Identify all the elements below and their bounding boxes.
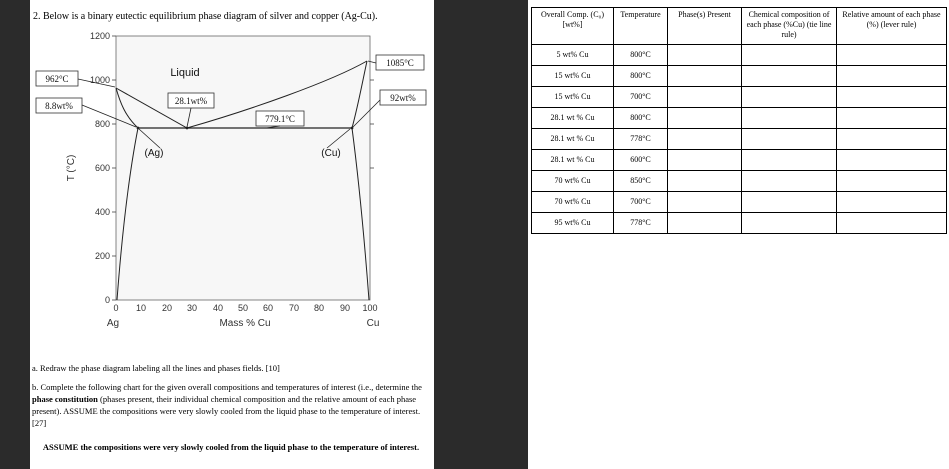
table-row: 95 wt% Cu 778°C [532, 213, 947, 234]
answer-cell[interactable] [742, 87, 837, 108]
answer-cell[interactable] [837, 192, 947, 213]
answer-cell[interactable] [668, 87, 742, 108]
annotation-28-1wt: 28.1wt% [174, 96, 208, 106]
answer-cell[interactable] [668, 45, 742, 66]
question-title: 2. Below is a binary eutectic equilibrium phase diagram of silver and copper (Ag-Cu). [33, 11, 378, 22]
x-tick-60: 60 [262, 303, 274, 313]
x-tick-100: 100 [362, 303, 378, 313]
table-row: 28.1 wt % Cu 800°C [532, 108, 947, 129]
annotation-779-1c: 779.1°C [265, 114, 295, 124]
answer-cell[interactable] [742, 66, 837, 87]
y-axis-label: T (°C) [66, 154, 77, 182]
header-temperature: Temperature [614, 8, 668, 45]
answer-cell[interactable] [742, 108, 837, 129]
table-row: 70 wt% Cu 700°C [532, 192, 947, 213]
answer-cell[interactable] [668, 171, 742, 192]
table-row: 15 wt% Cu 700°C [532, 87, 947, 108]
answer-cell[interactable] [668, 192, 742, 213]
y-tick-1200: 1200 [89, 31, 110, 41]
answer-cell[interactable] [837, 66, 947, 87]
y-tick-0: 0 [104, 295, 110, 305]
y-tick-400: 400 [94, 207, 110, 217]
answer-cell[interactable] [742, 192, 837, 213]
x-axis-label: Mass % Cu [219, 318, 271, 329]
answer-cell[interactable] [837, 87, 947, 108]
part-a-text: a. Redraw the phase diagram labeling all the lines and phases fields. [10] [32, 363, 280, 373]
phase-constitution-table [531, 7, 947, 234]
x-tick-40: 40 [212, 303, 224, 313]
x-tick-30: 30 [186, 303, 198, 313]
answer-cell[interactable] [837, 45, 947, 66]
x-tick-20: 20 [161, 303, 173, 313]
annotation-8-8wt: 8.8wt% [45, 101, 73, 111]
answer-cell[interactable] [668, 150, 742, 171]
answer-cell[interactable] [668, 108, 742, 129]
table-row: 28.1 wt % Cu 778°C [532, 129, 947, 150]
part-c-text: ASSUME the compositions were very slowly cooled from the liquid phase to the temperature of interest. [42, 442, 420, 452]
liquid-label: Liquid [170, 67, 200, 79]
header-phases-present: Phase(s) Present [668, 8, 742, 45]
x-tick-90: 90 [339, 303, 351, 313]
table-header-row [532, 8, 947, 45]
answer-panel [528, 0, 949, 469]
x-left-element: Ag [106, 318, 120, 329]
answer-cell[interactable] [668, 129, 742, 150]
answer-cell[interactable] [837, 213, 947, 234]
cu-phase-label: (Cu) [321, 148, 341, 159]
plot-area [116, 36, 370, 300]
answer-cell[interactable] [837, 129, 947, 150]
y-tick-600: 600 [94, 163, 110, 173]
answer-cell[interactable] [742, 171, 837, 192]
answer-cell[interactable] [668, 213, 742, 234]
annotation-92wt: 92wt% [390, 93, 416, 103]
answer-cell[interactable] [668, 66, 742, 87]
x-tick-0: 0 [113, 303, 119, 313]
answer-cell[interactable] [837, 171, 947, 192]
answer-cell[interactable] [742, 45, 837, 66]
answer-cell[interactable] [837, 150, 947, 171]
answer-cell[interactable] [742, 150, 837, 171]
table-row: 70 wt% Cu 850°C [532, 171, 947, 192]
answer-cell[interactable] [742, 129, 837, 150]
x-right-element: Cu [366, 318, 380, 329]
y-tick-1000: 1000 [89, 75, 110, 85]
answer-cell[interactable] [742, 213, 837, 234]
annotation-962c: 962°C [45, 74, 69, 84]
table-row: 15 wt% Cu 800°C [532, 66, 947, 87]
x-tick-10: 10 [135, 303, 147, 313]
x-tick-80: 80 [313, 303, 325, 313]
y-tick-200: 200 [94, 251, 110, 261]
header-chemical-composition: Chemical composition of each phase (%Cu) (tie line rule) [742, 8, 837, 45]
header-overall-comp: Overall Comp. (C₀) [wt%] [532, 8, 614, 45]
x-tick-70: 70 [288, 303, 300, 313]
ag-phase-label: (Ag) [144, 148, 164, 159]
table-row: 28.1 wt % Cu 600°C [532, 150, 947, 171]
header-relative-amount: Relative amount of each phase (%) (lever rule) [837, 8, 947, 45]
phase-diagram [30, 24, 434, 336]
question-panel [30, 0, 434, 469]
table-row: 5 wt% Cu 800°C [532, 45, 947, 66]
x-tick-50: 50 [237, 303, 249, 313]
y-tick-800: 800 [94, 119, 110, 129]
annotation-1085c: 1085°C [386, 58, 414, 68]
part-b-text: b. Complete the following chart for the given overall compositions and temperatures of interest (i.e., determine the phase constitution (phases present, their individual chemical composition and the relative amount of each phase present). ASSUME the compositions were very slowly cooled from the liquid phase to the temperature of interest. [27] [32, 382, 422, 428]
answer-cell[interactable] [837, 108, 947, 129]
part-b-bold: phase constitution [32, 394, 98, 404]
